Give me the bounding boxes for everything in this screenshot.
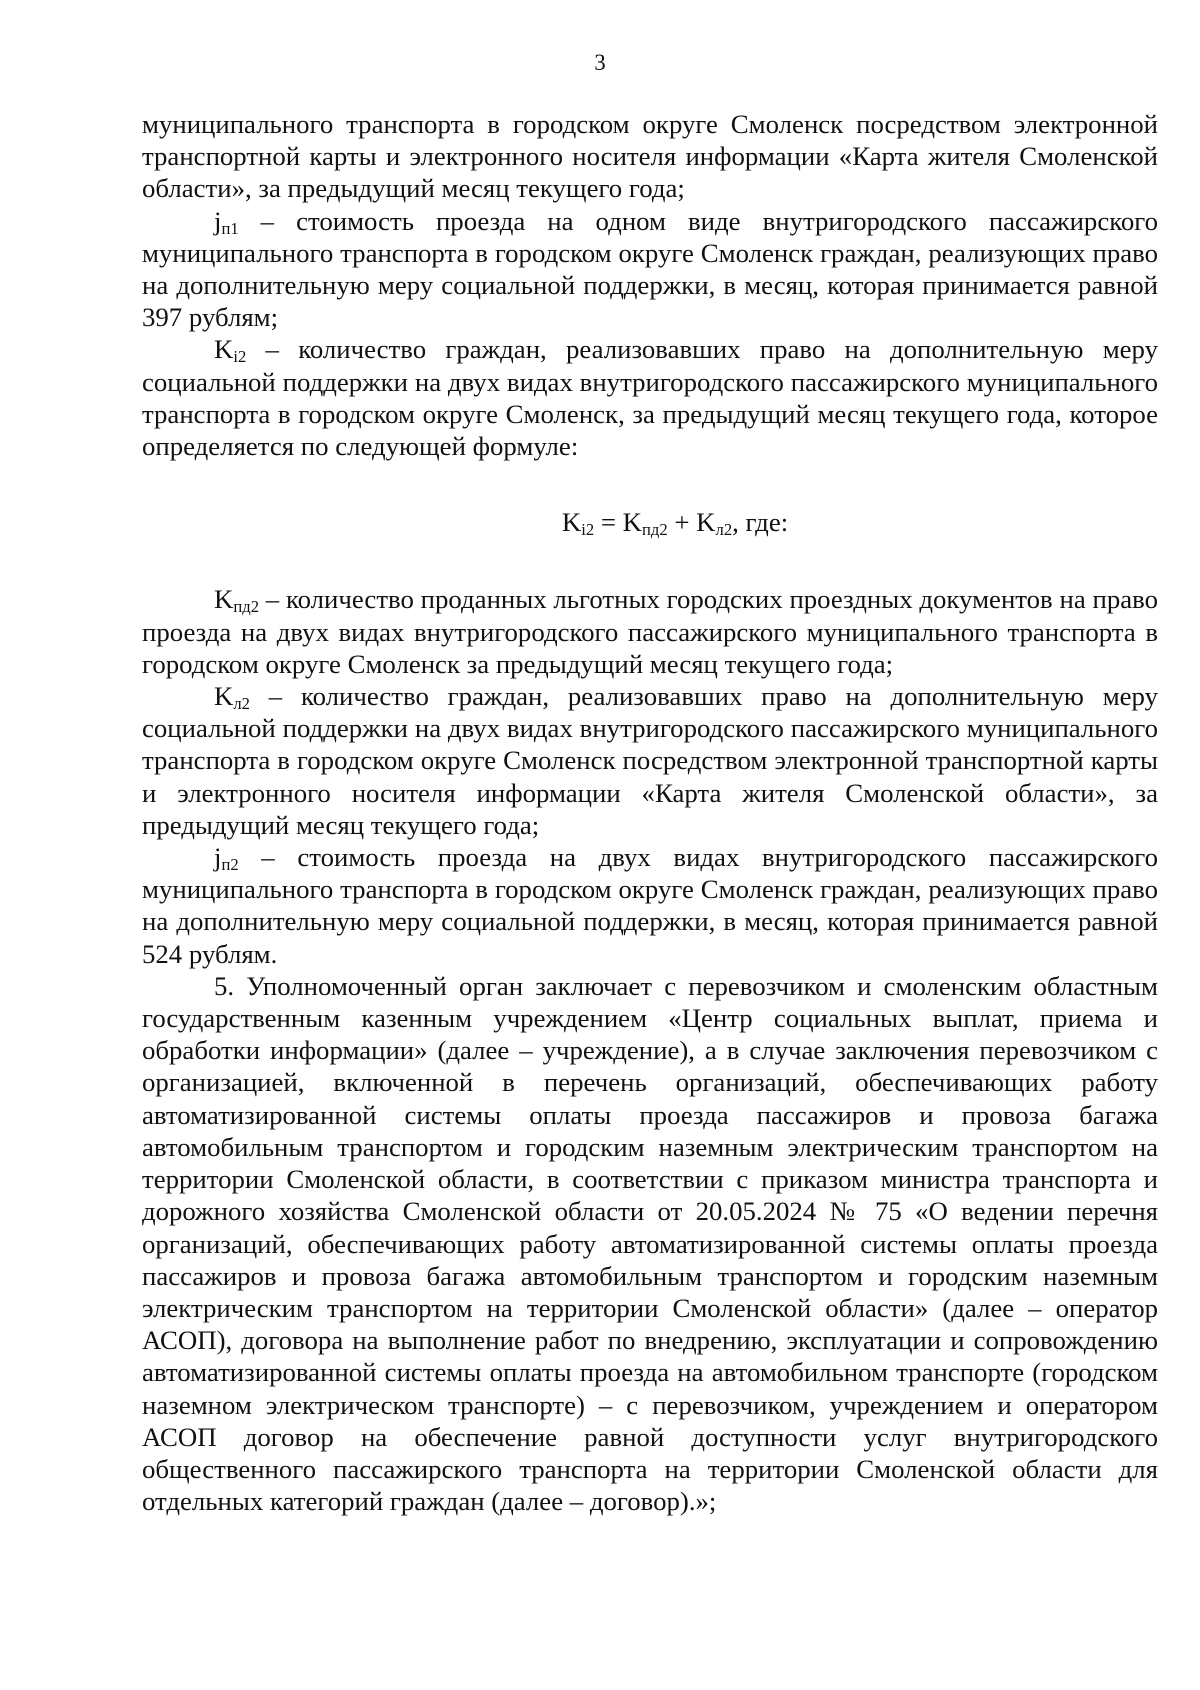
- symbol: K: [214, 334, 234, 365]
- definition-j-p1: [142, 205, 1158, 334]
- symbol-subscript: i2: [233, 347, 247, 367]
- symbol: j: [214, 205, 222, 236]
- definition-j-p2: [142, 841, 1158, 970]
- document-body: [142, 108, 1158, 1517]
- symbol-subscript: пд2: [233, 597, 260, 617]
- definition-k-i2: [142, 333, 1158, 462]
- symbol-subscript: п2: [221, 855, 239, 875]
- symbol: K: [214, 681, 234, 712]
- definition-text: – количество проданных льготных городских проездных документов на право проезда на двух видах внутригородского пассажирского муниципального транспорта в городском округе Смоленск за предыдущий месяц текущего года;: [142, 584, 1158, 679]
- symbol-subscript: л2: [233, 694, 250, 714]
- definition-text: – количество граждан, реализовавших право на дополнительную меру социальной поддержки на двух видах внутригородского пассажирского муниципального транспорта в городском округе Смоленск, за предыдущий месяц текущего года, которое определяется по следующей формуле:: [142, 334, 1158, 462]
- formula: $K_{i2} = K_{пд2} + K_{л2}$, где:: [561, 507, 789, 540]
- definition-text: – стоимость проезда на одном виде внутригородского пассажирского муниципального транспорта в городском округе Смоленск граждан, реализующих право на дополнительную меру социальной поддержки, в месяц, которая принимается равной 397 рублям;: [142, 205, 1158, 333]
- paragraph-5: 5. Уполномоченный орган заключает с перевозчиком и смоленским областным государственным казенным учреждением «Центр социальных выплат, приема и обработки информации» (далее – учреждение), а в случае заключения перевозчиком с организацией, включенной в перечень организаций, обеспечивающих работу автоматизированной системы оплаты проезда пассажиров и провоза багажа автомобильным транспортом и городским наземным электрическим транспортом на территории Смоленской области, в соответствии с приказом министра транспорта и дорожного хозяйства Смоленской области от 20.05.2024 № 75 «О ведении перечня организаций, обеспечивающих работу автоматизированной системы оплаты проезда пассажиров и провоза багажа автомобильным транспортом и городским наземным электрическим транспортом на территории Смоленской области» (далее – оператор АСОП), договора на выполнение работ по внедрению, эксплуатации и сопровождению автоматизированной системы оплаты проезда на автомобильном транспорте (городском наземном электрическом транспорте) – с перевозчиком, учреждением и оператором АСОП договор на обеспечение равной доступности услуг внутригородского общественного пассажирского транспорта на территории Смоленской области для отдельных категорий граждан (далее – договор).»;: [142, 970, 1158, 1517]
- symbol: K: [214, 584, 234, 615]
- definition-k-pd2: [142, 583, 1158, 680]
- page-number: 3: [594, 50, 606, 75]
- definition-text: – стоимость проезда на двух видах внутригородского пассажирского муниципального транспорта в городском округе Смоленск граждан, реализующих право на дополнительную меру социальной поддержки, в месяц, которая принимается равной 524 рублям.: [142, 842, 1158, 969]
- definition-k-l2: [142, 680, 1158, 841]
- symbol: j: [214, 842, 222, 873]
- symbol-subscript: п1: [221, 218, 239, 238]
- definition-text: – количество граждан, реализовавших право на дополнительную меру социальной поддержки на двух видах внутригородского пассажирского муниципального транспорта в городском округе Смоленск посредством электронной транспортной карты и электронного носителя информации «Карта жителя Смоленской области», за предыдущий месяц текущего года;: [142, 681, 1158, 840]
- paragraph-continuation: муниципального транспорта в городском округе Смоленск посредством электронной транспортной карты и электронного носителя информации «Карта жителя Смоленской области», за предыдущий месяц текущего года;: [142, 109, 1158, 204]
